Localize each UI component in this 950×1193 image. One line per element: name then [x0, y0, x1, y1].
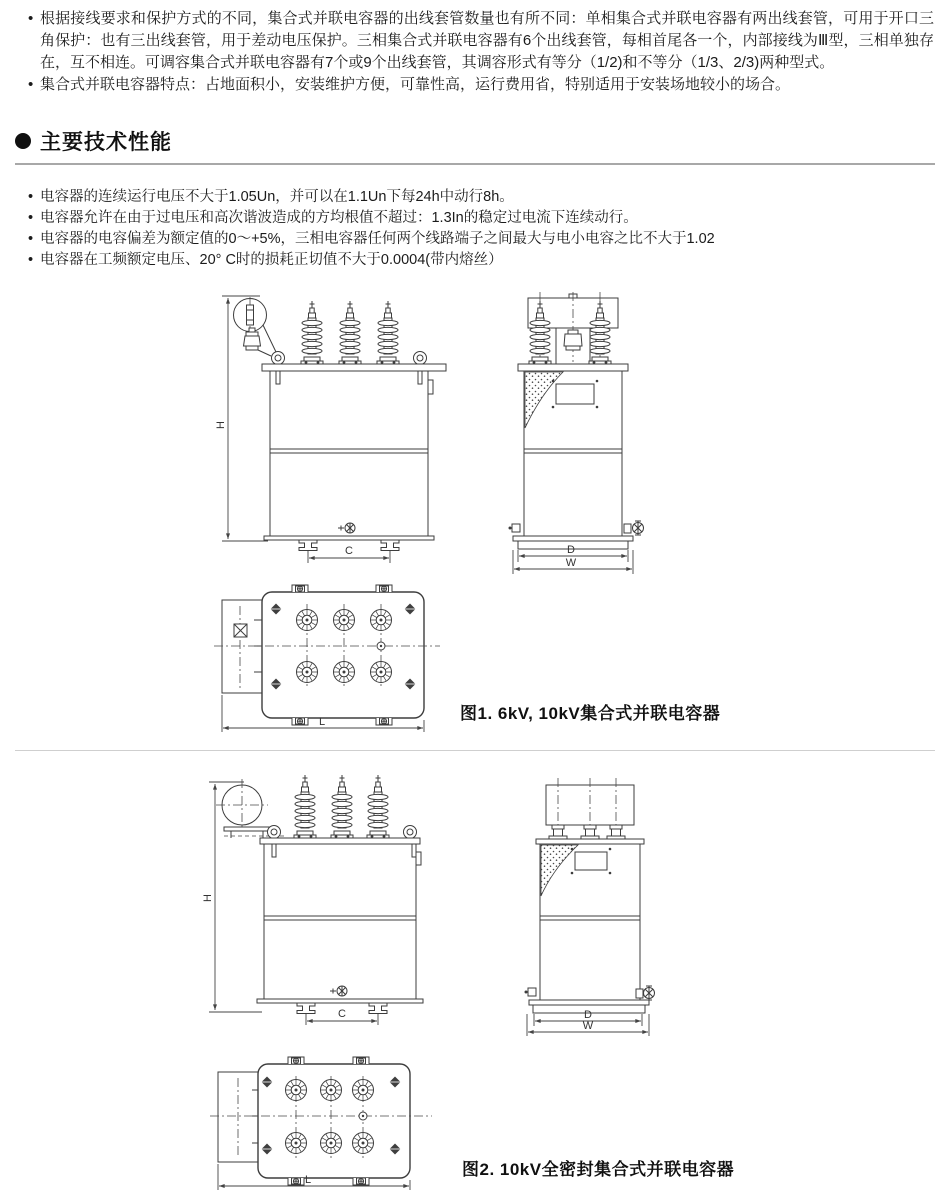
fig2-top-view [210, 1057, 432, 1190]
fig1-front-view [215, 296, 446, 563]
bushing-stub [607, 825, 625, 839]
tech-bullet-1: • 电容器的连续运行电压不大于1.05Un，并可以在1.1Un下每24h中动行8h。 [40, 187, 934, 208]
terminal [371, 662, 392, 683]
terminal [353, 1133, 374, 1154]
tank-lid [536, 839, 644, 844]
tech-bullet-3: • 电容器的电容偏差为额定值的0～+5%，三相电容器任何两个线路端子之间最大与电小电容之比不大于1.02 [40, 229, 934, 250]
mounting-foot [297, 1003, 315, 1014]
lifting-lug [404, 826, 417, 839]
fig2-dim-label-l: L [304, 1174, 312, 1186]
corner-marker [390, 1144, 401, 1155]
side-valve [644, 986, 655, 1000]
bushing-stub [581, 825, 599, 839]
terminal [297, 610, 318, 631]
base-plate [513, 536, 633, 541]
terminal [321, 1080, 342, 1101]
mounting-foot [369, 1003, 387, 1014]
bushing-insulator [294, 775, 316, 838]
corner-marker [390, 1077, 401, 1088]
corner-marker [271, 679, 282, 690]
mounting-foot [299, 540, 317, 551]
figure2-drawing [0, 772, 950, 1193]
corner-marker [262, 1077, 273, 1088]
side-valve [633, 521, 644, 535]
base-plate [264, 536, 434, 540]
bushing-stub [549, 825, 567, 839]
terminal [297, 662, 318, 683]
figure1-caption: 图1. 6kV, 10kV集合式并联电容器 [460, 704, 721, 723]
fig1-dim-label-c: C [345, 545, 353, 557]
mounting-tab [292, 718, 308, 725]
terminal [353, 1080, 374, 1101]
mounting-foot [381, 540, 399, 551]
fig2-dim-label-d: D [584, 1009, 592, 1021]
section-heading [15, 126, 934, 156]
corner-marker [405, 679, 416, 690]
intro-bullet-2: • 集合式并联电容器特点：占地面积小，安装维护方便，可靠性高，运行费用省，特别适用于安装场地较小的场合。 [40, 74, 934, 96]
mounting-tab [292, 585, 308, 592]
section-bullet-icon [15, 133, 31, 149]
intro-list [0, 0, 950, 96]
mounting-tab [353, 1178, 369, 1185]
base-plate [529, 1000, 649, 1005]
fig1-side-view [509, 292, 644, 574]
terminal [286, 1133, 307, 1154]
mounting-tab [288, 1057, 304, 1064]
tank-body [264, 844, 416, 999]
lifting-lug [268, 826, 281, 839]
lifting-lug [414, 352, 427, 365]
mounting-tab [376, 718, 392, 725]
tank-lid [262, 364, 446, 371]
figure1-drawing [0, 288, 950, 740]
corner-marker [262, 1144, 273, 1155]
figure2-caption: 图2. 10kV全密封集合式并联电容器 [462, 1160, 735, 1179]
bushing-insulator [367, 775, 389, 838]
bushing-insulator [301, 301, 323, 364]
figure-divider [15, 750, 935, 751]
terminal [371, 610, 392, 631]
tank-lid [260, 838, 420, 844]
bushing-insulator [339, 301, 361, 364]
fig2-dim-label-c: C [338, 1008, 346, 1020]
tech-bullet-4: • 电容器在工频额定电压、20° C时的损耗正切值不大于0.0004(带内熔丝） [40, 250, 934, 271]
corner-marker [405, 604, 416, 615]
section-title: 主要技术性能 [40, 131, 172, 154]
bushing-insulator [331, 775, 353, 838]
fig2-dim-label-w: W [582, 1020, 594, 1032]
corner-marker [271, 604, 282, 615]
fig1-dim-label-h: H [215, 421, 227, 429]
intro-bullet-1: • 根据接线要求和保护方式的不同，集合式并联电容器的出线套管数量也有所不同：单相集合式并联电容器有两出线套管，可用于开口三角保护：也有三出线套管，用于差动电压保护。三相集合式并联电容器有6个出线套管，每相首尾各一个，内部接线为Ⅲ型，三相单独存在，互不相连。可调容集合式并联电容器有7个或9个出线套管，其调容形式有等分（1/2)和不等分（1/3、2/3)两种型式。 [40, 8, 934, 74]
lifting-lug [272, 352, 285, 365]
terminal [321, 1133, 342, 1154]
fig2-side-view [525, 778, 655, 1036]
terminal [334, 610, 355, 631]
fig2-dim-label-h: H [202, 894, 214, 902]
tank-lid [518, 364, 628, 371]
fig2-front-view [202, 775, 423, 1025]
base-plate [257, 999, 423, 1003]
fig1-dim-label-d: D [567, 544, 575, 556]
mounting-tab [288, 1178, 304, 1185]
mounting-tab [376, 585, 392, 592]
fig1-dim-label-l: L [318, 716, 326, 728]
mounting-tab [353, 1057, 369, 1064]
tech-bullet-2: • 电容器允许在由于过电压和高次谐波造成的方均根值不超过：1.3In的稳定过电流下连续动行。 [40, 208, 934, 229]
fig1-top-view [214, 585, 440, 732]
terminal [286, 1080, 307, 1101]
fig1-dim-label-w: W [565, 557, 577, 569]
bushing-insulator [377, 301, 399, 364]
terminal [334, 662, 355, 683]
tech-list [0, 165, 950, 271]
